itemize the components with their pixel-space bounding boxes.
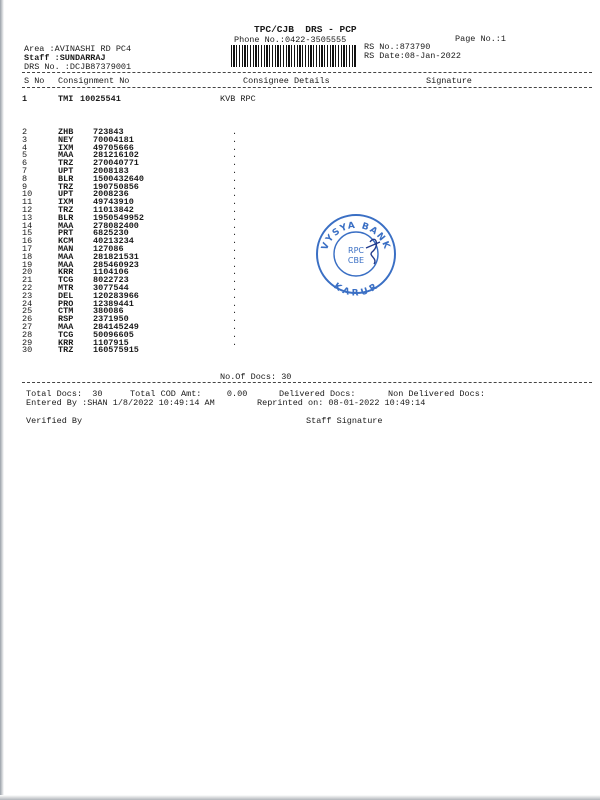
- row-consignment-no: 723843: [93, 127, 124, 137]
- row-sno: 13: [22, 212, 33, 223]
- row-prefix: PRO: [58, 298, 74, 309]
- row-consignee: .: [232, 127, 238, 137]
- phone-number: Phone No.:0422-3505555: [234, 35, 347, 45]
- row-consignment-no: 3077544: [93, 283, 129, 293]
- row-prefix: MAA: [58, 322, 74, 332]
- row-sno: 5: [22, 150, 28, 161]
- row-sno: 11: [22, 197, 33, 208]
- total-cod-amount: Total COD Amt: 0.00: [130, 389, 248, 399]
- row-sno: 10: [22, 189, 33, 200]
- row-consignment-no: 70004181: [93, 134, 134, 145]
- stamp-bottom-text: KARUR: [331, 281, 381, 296]
- page-number: Page No.:1: [455, 34, 507, 44]
- row-consignment-no: 12389441: [93, 298, 134, 309]
- row-consignee: .: [232, 181, 238, 192]
- row-consignee: .: [232, 290, 238, 301]
- row-consignee: .: [232, 205, 238, 215]
- row-consignment-no: 284145249: [93, 322, 139, 332]
- divider: [22, 382, 592, 383]
- row-prefix: KRR: [58, 337, 74, 348]
- row-consignee: .: [232, 329, 238, 340]
- row-sno: 20: [22, 267, 33, 278]
- non-delivered-docs: Non Delivered Docs:: [388, 389, 485, 399]
- document-title: TPC/CJB DRS - PCP: [254, 24, 357, 35]
- row-consignee: .: [232, 158, 238, 169]
- row-sno: 14: [22, 220, 33, 231]
- row-prefix: IXM: [58, 142, 74, 153]
- scan-edge-bottom: [0, 795, 600, 800]
- row-consignee: .: [232, 134, 238, 145]
- row-sno: 12: [22, 205, 33, 215]
- row-consignee: .: [232, 322, 238, 332]
- row-sno: 3: [22, 134, 28, 145]
- row-sno: 7: [22, 166, 28, 176]
- row-consignment-no: 190750856: [93, 181, 139, 192]
- row-consignment-no: 281821531: [93, 251, 139, 262]
- row-consignee: .: [232, 283, 238, 293]
- row-prefix: MAA: [58, 150, 74, 161]
- row-consignee: .: [232, 298, 238, 309]
- row-consignment-no: 285460923: [93, 259, 139, 270]
- row-sno: 18: [22, 251, 33, 262]
- row-prefix: TMI: [58, 94, 74, 104]
- row-sno: 19: [22, 259, 33, 270]
- row-consignment-no: 160575915: [93, 345, 139, 356]
- row-consignment-no: 49705666: [93, 142, 134, 153]
- row-consignee: .: [232, 275, 238, 286]
- row-consignment-no: 40213234: [93, 236, 134, 247]
- row-consignment-no: 2008183: [93, 166, 129, 176]
- row-sno: 16: [22, 236, 33, 247]
- row-prefix: MTR: [58, 283, 74, 293]
- row-consignment-no: 2008236: [93, 189, 129, 200]
- row-consignment-no: 281216102: [93, 150, 139, 161]
- row-consignment-no: 2371950: [93, 314, 129, 325]
- entered-by: Entered By :SHAN 1/8/2022 10:49:14 AM: [26, 398, 215, 408]
- row-prefix: UPT: [58, 189, 74, 200]
- row-consignment-no: 380086: [93, 306, 124, 317]
- row-consignment-no: 10025541: [80, 94, 121, 104]
- row-prefix: TCG: [58, 275, 74, 286]
- row-sno: 30: [22, 345, 33, 356]
- row-prefix: IXM: [58, 197, 74, 208]
- row-consignee: .: [232, 212, 238, 223]
- row-consignee: KVB RPC: [220, 94, 256, 104]
- row-prefix: KRR: [58, 267, 74, 278]
- row-consignment-no: 50096605: [93, 329, 134, 340]
- row-prefix: MAA: [58, 259, 74, 270]
- row-consignment-no: 8022723: [93, 275, 129, 286]
- staff-signature: Staff Signature: [306, 416, 383, 426]
- row-consignee: .: [232, 251, 238, 262]
- total-docs: Total Docs: 30: [26, 389, 103, 399]
- row-sno: 9: [22, 181, 28, 192]
- row-sno: 17: [22, 244, 33, 254]
- row-consignment-no: 120283966: [93, 290, 139, 301]
- row-consignment-no: 11013842: [93, 205, 134, 215]
- row-prefix: CTM: [58, 306, 74, 317]
- stamp-center-line1: RPC: [348, 246, 364, 255]
- row-consignee: .: [232, 306, 238, 317]
- row-sno: 15: [22, 228, 33, 239]
- row-consignment-no: 278082400: [93, 220, 139, 231]
- row-prefix: NEY: [58, 134, 74, 145]
- row-sno: 28: [22, 329, 33, 340]
- row-consignee: .: [232, 166, 238, 176]
- col-header-sno: S No: [24, 76, 45, 86]
- row-prefix: ZHB: [58, 127, 74, 137]
- rs-date: RS Date:08-Jan-2022: [364, 51, 461, 61]
- row-sno: 6: [22, 158, 28, 169]
- row-prefix: BLR: [58, 173, 74, 184]
- row-consignment-no: 1500432640: [93, 173, 145, 184]
- row-prefix: TRZ: [58, 345, 74, 356]
- row-prefix: DEL: [58, 290, 74, 301]
- row-consignment-no: 1107915: [93, 337, 129, 348]
- divider: [22, 72, 592, 73]
- row-consignee: .: [232, 244, 238, 254]
- row-sno: 8: [22, 173, 28, 184]
- row-prefix: KCM: [58, 236, 74, 247]
- row-sno: 2: [22, 127, 28, 137]
- row-sno: 1: [22, 94, 28, 104]
- row-consignee: .: [232, 197, 238, 208]
- row-consignee: .: [232, 173, 238, 184]
- row-prefix: MAN: [58, 244, 74, 254]
- divider: [22, 87, 592, 88]
- row-consignment-no: 6825230: [93, 228, 129, 239]
- drs-number: DRS No. :DCJB87379001: [24, 62, 132, 72]
- col-header-consignment: Consignment No: [58, 76, 130, 86]
- reprinted-on: Reprinted on: 08-01-2022 10:49:14: [257, 398, 426, 408]
- row-prefix: TCG: [58, 329, 74, 340]
- row-sno: 24: [22, 298, 33, 309]
- row-prefix: RSP: [58, 314, 74, 325]
- row-consignee: .: [232, 228, 238, 239]
- row-prefix: PRT: [58, 228, 74, 239]
- row-consignment-no: 49743910: [93, 197, 134, 208]
- row-consignee: .: [232, 236, 238, 247]
- verified-by: Verified By: [26, 416, 83, 426]
- row-sno: 25: [22, 306, 33, 317]
- row-sno: 4: [22, 142, 28, 153]
- row-sno: 23: [22, 290, 33, 301]
- row-consignee: .: [232, 314, 238, 325]
- row-sno: 29: [22, 337, 33, 348]
- barcode: [231, 45, 357, 67]
- stamp-center-line2: CBE: [347, 256, 365, 265]
- row-prefix: BLR: [58, 212, 74, 223]
- row-prefix: TRZ: [58, 158, 74, 169]
- row-prefix: TRZ: [58, 205, 74, 215]
- row-sno: 22: [22, 283, 33, 293]
- row-sno: 26: [22, 314, 33, 325]
- row-consignment-no: 127086: [93, 244, 124, 254]
- area-label: Area :AVINASHI RD PC4: [24, 44, 132, 54]
- scan-edge-left: [0, 0, 4, 800]
- row-prefix: TRZ: [58, 181, 74, 192]
- row-sno: 27: [22, 322, 33, 332]
- row-prefix: MAA: [58, 251, 74, 262]
- col-header-consignee: Consignee Details: [243, 76, 330, 86]
- row-consignee: .: [232, 220, 238, 231]
- row-prefix: UPT: [58, 166, 74, 176]
- row-consignee: .: [232, 259, 238, 270]
- row-consignee: .: [232, 142, 238, 153]
- row-sno: 21: [22, 275, 33, 286]
- rs-number: RS No.:873790: [364, 42, 431, 52]
- row-consignee: .: [232, 337, 238, 348]
- no-of-docs: No.Of Docs: 30: [220, 372, 292, 382]
- row-consignee: .: [232, 267, 238, 278]
- row-consignee: .: [232, 150, 238, 161]
- delivered-docs: Delivered Docs:: [279, 389, 356, 399]
- staff-label: Staff :SUNDARRAJ: [24, 53, 106, 63]
- row-consignment-no: 270040771: [93, 158, 139, 169]
- col-header-signature: Signature: [426, 76, 472, 86]
- row-consignment-no: 1950549952: [93, 212, 145, 223]
- row-prefix: MAA: [58, 220, 74, 231]
- bank-stamp: [314, 212, 398, 296]
- row-consignment-no: 1104106: [93, 267, 129, 278]
- row-consignee: .: [232, 189, 238, 200]
- stamp-top-text: VYSYA BANK: [320, 220, 392, 252]
